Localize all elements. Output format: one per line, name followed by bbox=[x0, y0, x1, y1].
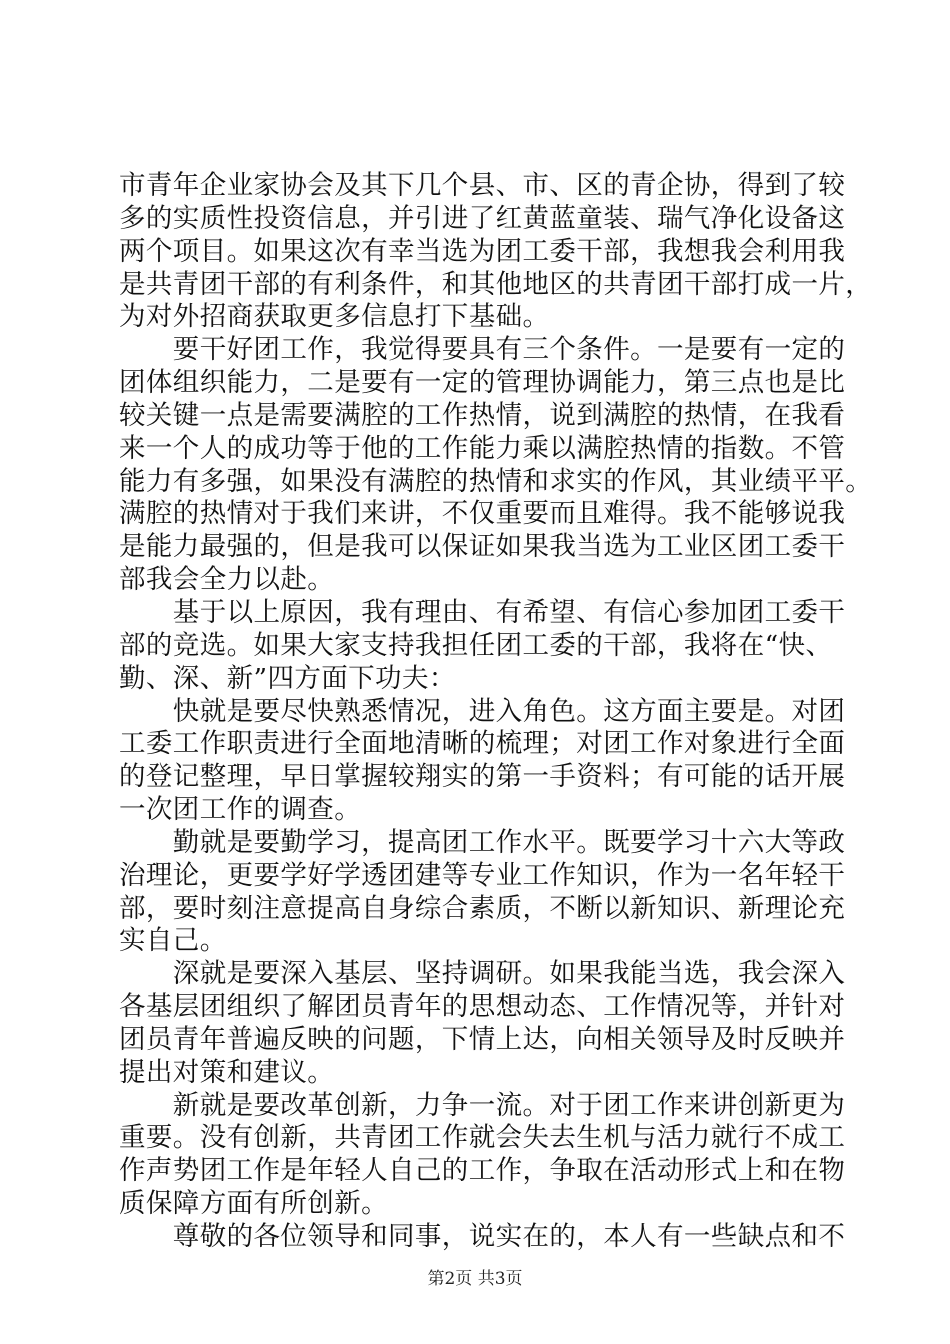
text-line: 团体组织能力，二是要有一定的管理协调能力，第三点也是比 bbox=[119, 367, 846, 399]
text-line: 部的竞选。如果大家支持我担任团工委的干部，我将在“快、 bbox=[119, 629, 833, 661]
text-line: 来一个人的成功等于他的工作能力乘以满腔热情的指数。不管 bbox=[119, 432, 846, 464]
text-line: 尊敬的各位领导和同事，说实在的，本人有一些缺点和不 bbox=[119, 1221, 846, 1252]
page-footer: 第2页 共3页 bbox=[427, 1269, 523, 1289]
text-line: 新就是要改革创新，力争一流。对于团工作来讲创新更为 bbox=[119, 1089, 846, 1121]
text-line: 质保障方面有所创新。 bbox=[119, 1188, 388, 1220]
text-line: 部我会全力以赴。 bbox=[119, 564, 335, 596]
text-line: 是共青团干部的有利条件，和其他地区的共青团干部打成一片， bbox=[119, 268, 873, 300]
text-line: 较关键一点是需要满腔的工作热情，说到满腔的热情，在我看 bbox=[119, 399, 846, 431]
text-line: 要干好团工作，我觉得要具有三个条件。一是要有一定的 bbox=[119, 334, 846, 366]
text-line: 作声势团工作是年轻人自己的工作，争取在活动形式上和在物 bbox=[119, 1155, 846, 1187]
text-line: 部，要时刻注意提高自身综合素质，不断以新知识、新理论充 bbox=[119, 892, 846, 924]
text-line: 提出对策和建议。 bbox=[119, 1056, 335, 1088]
text-line: 实自己。 bbox=[119, 925, 227, 957]
text-line: 满腔的热情对于我们来讲，不仅重要而且难得。我不能够说我 bbox=[119, 498, 846, 530]
text-line: 团员青年普遍反映的问题，下情上达，向相关领导及时反映并 bbox=[119, 1023, 846, 1055]
text-line: 能力有多强，如果没有满腔的热情和求实的作风，其业绩平平。 bbox=[119, 465, 873, 497]
text-line: 是能力最强的，但是我可以保证如果我当选为工业区团工委干 bbox=[119, 531, 846, 563]
text-line: 一次团工作的调查。 bbox=[119, 794, 362, 826]
text-line: 勤就是要勤学习，提高团工作水平。既要学习十六大等政 bbox=[119, 826, 846, 858]
text-line: 市青年企业家协会及其下几个县、市、区的青企协，得到了较 bbox=[119, 170, 846, 201]
text-line: 两个项目。如果这次有幸当选为团工委干部，我想我会利用我 bbox=[119, 235, 846, 267]
text-line: 勤、深、新”四方面下功夫： bbox=[119, 662, 456, 694]
text-line: 重要。没有创新，共青团工作就会失去生机与活力就行不成工 bbox=[119, 1122, 846, 1154]
text-line: 治理论，更要学好学透团建等专业工作知识，作为一名年轻干 bbox=[119, 859, 846, 891]
text-line: 基于以上原因，我有理由、有希望、有信心参加团工委干 bbox=[119, 596, 846, 628]
text-line: 工委工作职责进行全面地清晰的梳理；对团工作对象进行全面 bbox=[119, 728, 846, 760]
text-line: 多的实质性投资信息，并引进了红黄蓝童装、瑞气净化设备这 bbox=[119, 202, 846, 234]
text-line: 的登记整理，早日掌握较翔实的第一手资料；有可能的话开展 bbox=[119, 761, 846, 793]
text-line: 各基层团组织了解团员青年的思想动态、工作情况等，并针对 bbox=[119, 991, 846, 1023]
text-line: 深就是要深入基层、坚持调研。如果我能当选，我会深入 bbox=[119, 958, 846, 990]
text-line: 快就是要尽快熟悉情况，进入角色。这方面主要是。对团 bbox=[119, 695, 846, 727]
text-line: 为对外招商获取更多信息打下基础。 bbox=[119, 301, 550, 333]
document-body bbox=[119, 170, 873, 1254]
